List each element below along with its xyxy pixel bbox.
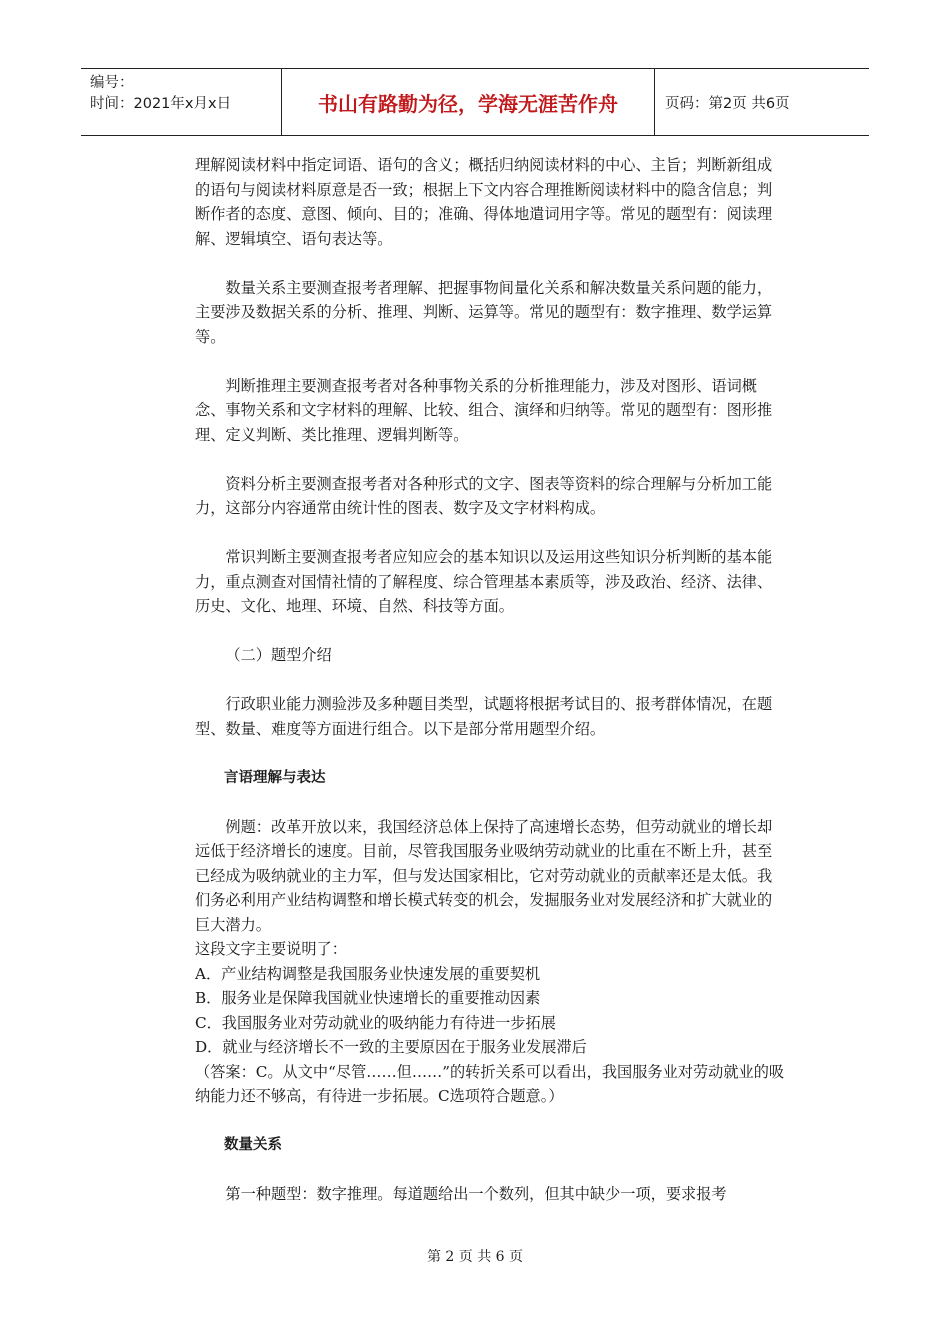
page-footer: 第 2 页 共 6 页 [426, 1249, 524, 1265]
question-stem: 这段文字主要说明了： [195, 940, 347, 958]
paragraph: 数量关系主要测查报考者理解、把握事物间量化关系和解决数量关系问题的能力，主要涉及数据关系的分析、推理、判断、运算等。常见的题型有：数字推理、数学运算等。 [195, 278, 773, 346]
paragraph: 常识判断主要测查报考者应知应会的基本知识以及运用这些知识分析判断的基本能力，重点测查对国情社情的了解程度、综合管理基本素质等，涉及政治、经济、法律、历史、文化、地理、环境、自然、科技等方面。 [195, 548, 773, 615]
option-b: B．服务业是保障我国就业快速增长的重要推动因素 [195, 989, 541, 1007]
header-motto: 书山有路勤为径，学海无涯苦作舟 [282, 69, 655, 135]
section-heading: 数量关系 [224, 1137, 282, 1153]
paragraph: 行政职业能力测验涉及多种题目类型，试题将根据考试目的、报考群体情况，在题型、数量、难度等方面进行组合。以下是部分常用题型介绍。 [195, 695, 773, 738]
option-c: C．我国服务业对劳动就业的吸纳能力有待进一步拓展 [195, 1013, 556, 1032]
option-d: D．就业与经济增长不一致的主要原因在于服务业发展滞后 [195, 1038, 587, 1056]
option-a: A．产业结构调整是我国服务业快速发展的重要契机 [195, 964, 541, 983]
paragraph: 理解阅读材料中指定词语、语句的含义；概括归纳阅读材料的中心、主旨；判断新组成的语句与阅读材料原意是否一致；根据上下文内容合理推断阅读材料中的隐含信息；判断作者的态度、意图、倾向、目的；准确、得体地遣词用字等。常见的题型有：阅读理解、逻辑填空、语句表达等。 [195, 156, 773, 248]
subheading: （二）题型介绍 [225, 646, 332, 664]
time-label: 时间：2021年x月x日 [90, 96, 232, 112]
answer-note: （答案：C。从文中“尽管……但……”的转折关系可以看出，我国服务业对劳动就业的吸纳能力还不够高，有待进一步拓展。C选项符合题意。） [195, 1062, 785, 1105]
section-heading: 言语理解与表达 [224, 769, 326, 786]
header-page-label: 页码：第2页 共6页 [665, 95, 790, 112]
page-header [81, 68, 869, 136]
header-meta [81, 69, 282, 135]
number-label: 编号： [90, 75, 134, 91]
paragraph: 资料分析主要测查报考者对各种形式的文字、图表等资料的综合理解与分析加工能力，这部分内容通常由统计性的图表、数字及文字材料构成。 [195, 474, 773, 517]
example-paragraph: 例题：改革开放以来，我国经济总体上保持了高速增长态势，但劳动就业的增长却远低于经济增长的速度。目前，尽管我国服务业吸纳劳动就业的比重在不断上升，甚至已经成为吸纳就业的主力军，但与发达国家相比，它对劳动就业的贡献率还是太低。我们务必利用产业结构调整和增长模式转变的机会，发掘服务业对发展经济和扩大就业的巨大潜力。 [195, 817, 773, 934]
paragraph: 第一种题型：数字推理。每道题给出一个数列，但其中缺少一项，要求报考 [225, 1185, 727, 1203]
document-body [195, 153, 785, 1207]
paragraph: 判断推理主要测查报考者对各种事物关系的分析推理能力，涉及对图形、语词概念、事物关系和文字材料的理解、比较、组合、演绎和归纳等。常见的题型有：图形推理、定义判断、类比推理、逻辑判断等。 [195, 376, 773, 444]
